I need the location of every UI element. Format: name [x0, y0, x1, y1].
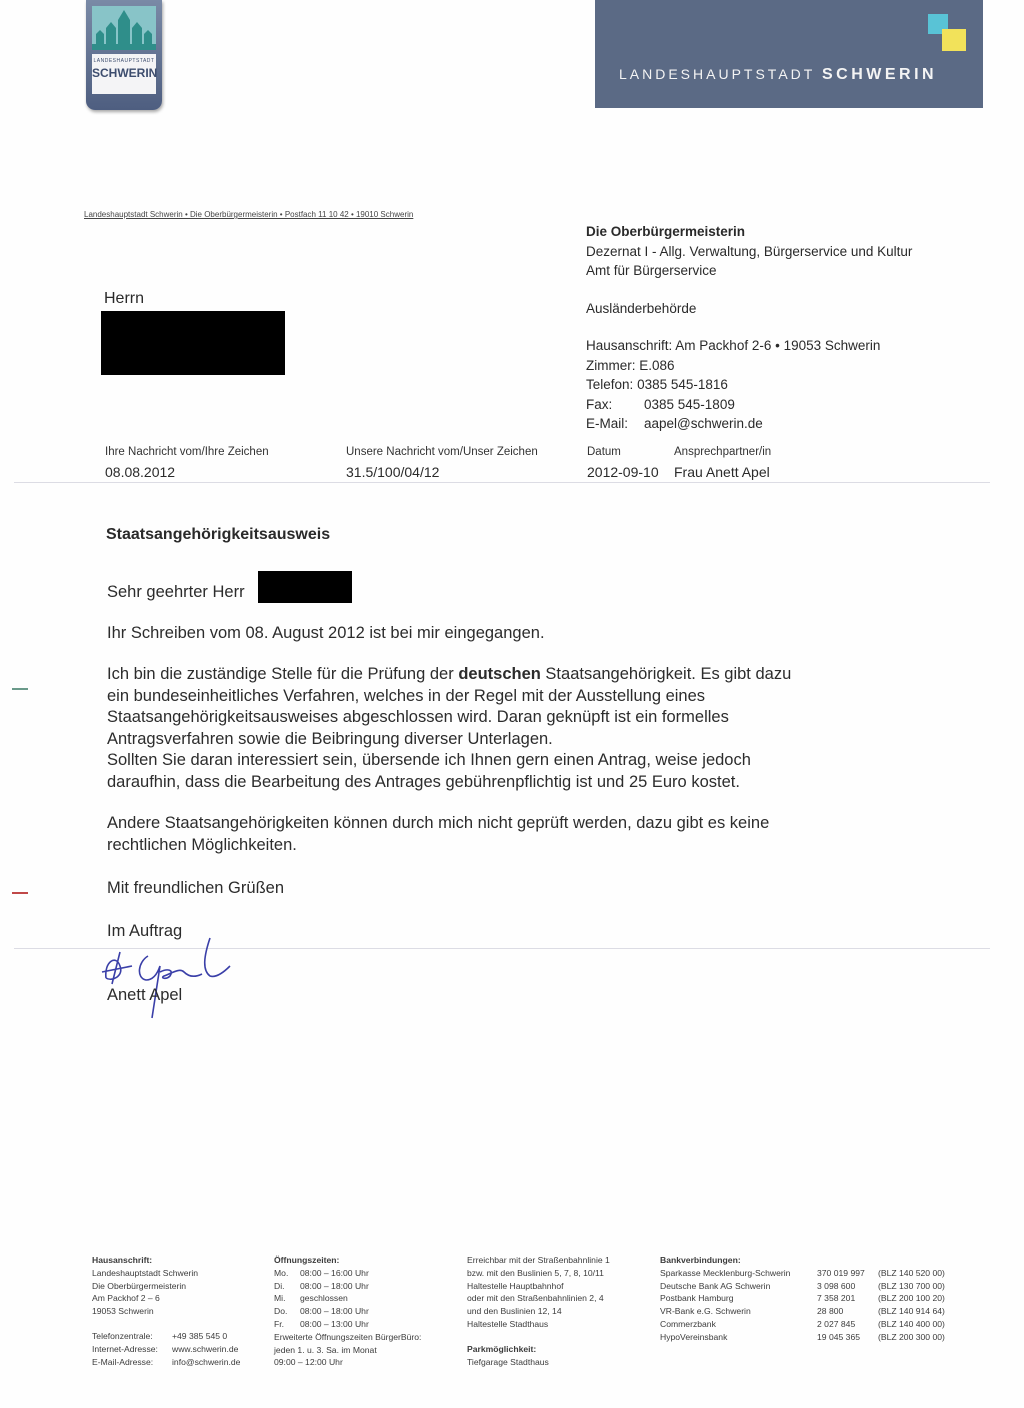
transit-line: Haltestelle Hauptbahnhof — [467, 1280, 564, 1291]
bank-row — [660, 1267, 945, 1280]
sender-block — [586, 222, 912, 434]
hours-row — [274, 1292, 421, 1305]
hours-extended: jeden 1. u. 3. Sa. im Monat — [274, 1344, 377, 1355]
letter-subject: Staatsangehörigkeitsausweis — [106, 526, 331, 543]
bank-name: Commerzbank — [660, 1318, 716, 1329]
paragraph-2-line: Antragsverfahren sowie die Beibringung diverser Unterlagen. — [107, 729, 553, 748]
transit-line: Haltestelle Stadthaus — [467, 1318, 549, 1329]
paragraph-2-line: Sollten Sie daran interessiert sein, übersende ich Ihnen gern einen Antrag, weise jedoch — [107, 751, 751, 769]
recipient-salutation: Herrn — [104, 290, 145, 307]
letter-closing: Mit freundlichen Grüßen — [107, 879, 284, 897]
margin-mark — [12, 892, 28, 894]
bank-code: (BLZ 140 400 00) — [878, 1318, 945, 1329]
footer-transit-column — [467, 1254, 610, 1368]
footer-heading: Bankverbindungen: — [660, 1255, 741, 1265]
hours-day: Mo. — [274, 1267, 289, 1278]
date-label: Datum — [587, 446, 621, 458]
transit-line: bzw. mit den Buslinien 5, 7, 8, 10/11 — [467, 1267, 604, 1278]
bank-row — [660, 1280, 945, 1293]
sender-address: Hausanschrift: Am Packhof 2-6 • 19053 Schwerin — [586, 338, 881, 353]
contact-label: Ansprechpartner/in — [674, 446, 772, 458]
paper-fold — [14, 482, 990, 483]
bank-account: 370 019 997 — [817, 1267, 865, 1278]
email-link[interactable]: info@schwerin.de — [172, 1356, 241, 1367]
sender-department: Dezernat I - Allg. Verwaltung, Bürgerservice und Kultur — [586, 243, 913, 259]
contact-label: E-Mail-Adresse: — [92, 1356, 154, 1367]
footer-bank-column — [660, 1254, 945, 1344]
your-ref-value: 08.08.2012 — [105, 464, 176, 480]
sender-authority: Ausländerbehörde — [586, 300, 697, 316]
header-banner — [595, 0, 983, 108]
bank-account: 3 098 600 — [817, 1280, 856, 1291]
bank-code: (BLZ 140 520 00) — [878, 1267, 945, 1278]
emphasis-text: deutschen — [458, 665, 541, 683]
hours-row — [274, 1267, 421, 1280]
sender-fax — [586, 395, 912, 415]
bank-code: (BLZ 140 914 64) — [878, 1306, 945, 1317]
sender-office: Amt für Bürgerservice — [586, 263, 717, 278]
hours-row — [274, 1305, 421, 1318]
fax-value: 0385 545-1809 — [644, 396, 735, 412]
footer-line: Die Oberbürgermeisterin — [92, 1280, 187, 1291]
paragraph-3-line: rechtlichen Möglichkeiten. — [107, 836, 297, 854]
footer-contact — [92, 1343, 240, 1356]
bank-row — [660, 1292, 945, 1305]
bank-row — [660, 1318, 945, 1331]
our-ref-value: 31.5/100/04/12 — [346, 464, 440, 480]
website-link[interactable]: www.schwerin.de — [172, 1343, 239, 1354]
footer-heading: Hausanschrift: — [92, 1255, 153, 1265]
sender-room — [586, 356, 912, 376]
return-address-line: Landeshauptstadt Schwerin • Die Oberbürgermeisterin • Postfach 11 10 42 • 19010 Schwerin — [84, 210, 414, 219]
room-label: Zimmer: — [586, 357, 636, 373]
paragraph-3-line: Andere Staatsangehörigkeiten können durch mich nicht geprüft werden, dazu gibt es keine — [107, 814, 770, 832]
bank-code: (BLZ 200 100 20) — [878, 1293, 945, 1304]
email-label: E-Mail: — [586, 416, 629, 431]
hours-day: Fr. — [274, 1318, 285, 1329]
transit-line: Erreichbar mit der Straßenbahnlinie 1 — [467, 1255, 610, 1265]
banner-title — [619, 66, 937, 84]
contact-value: +49 385 545 0 — [172, 1330, 228, 1341]
transit-line: und den Buslinien 12, 14 — [467, 1306, 562, 1317]
brand-square-icon — [942, 29, 966, 51]
margin-mark — [12, 688, 28, 690]
footer-hours-column — [274, 1254, 421, 1369]
phone-label: Telefon: — [586, 377, 634, 392]
text-run: Staatsangehörigkeit. Es gibt dazu — [540, 665, 792, 683]
bank-name: HypoVereinsbank — [660, 1331, 728, 1342]
bank-name: Sparkasse Mecklenburg-Schwerin — [660, 1267, 791, 1278]
redacted-recipient-name — [258, 571, 352, 603]
footer-line: 19053 Schwerin — [92, 1306, 154, 1317]
footer-line: Landeshauptstadt Schwerin — [92, 1267, 199, 1278]
parking-line: Tiefgarage Stadthaus — [467, 1356, 549, 1367]
sender-title: Die Oberbürgermeisterin — [586, 224, 746, 239]
paragraph-1: Ihr Schreiben vom 08. August 2012 ist bei mir eingegangen. — [107, 624, 545, 642]
sender-phone — [586, 375, 912, 395]
bank-account: 19 045 365 — [817, 1331, 861, 1342]
fax-label: Fax: — [586, 396, 613, 412]
footer-contact — [92, 1330, 240, 1343]
hours-extended: 09:00 – 12:00 Uhr — [274, 1357, 343, 1368]
paragraph-2-line: daraufhin, dass die Bearbeitung des Antrages gebührenpflichtig ist und 25 Euro kostet. — [107, 772, 740, 791]
redacted-recipient-address — [101, 311, 285, 375]
footer-line: Am Packhof 2 – 6 — [92, 1293, 160, 1304]
contact-value: Frau Anett Apel — [674, 464, 770, 480]
bank-code: (BLZ 130 700 00) — [878, 1280, 945, 1291]
bank-row — [660, 1331, 945, 1344]
hours-day: Mi. — [274, 1293, 286, 1304]
date-value: 2012-09-10 — [587, 464, 659, 480]
room-value: E.086 — [639, 357, 675, 373]
hours-time: 08:00 – 18:00 Uhr — [300, 1306, 369, 1317]
logo-city-name: SCHWERIN — [92, 66, 158, 80]
bank-account: 7 358 201 — [817, 1293, 856, 1304]
hours-day: Di. — [274, 1280, 285, 1291]
contact-label: Telefonzentrale: — [92, 1330, 153, 1341]
your-ref-label: Ihre Nachricht vom/Ihre Zeichen — [105, 446, 269, 458]
banner-prefix: LANDESHAUPTSTADT — [619, 66, 816, 82]
bank-account: 28 800 — [817, 1306, 844, 1317]
paragraph-2-line — [107, 664, 791, 686]
cathedral-icon — [92, 10, 156, 50]
text-run: Ich bin die zuständige Stelle für die Prüfung der — [107, 665, 459, 683]
phone-value: 0385 545-1816 — [637, 377, 728, 392]
bank-code: (BLZ 200 300 00) — [878, 1331, 945, 1342]
bank-name: VR-Bank e.G. Schwerin — [660, 1306, 751, 1317]
footer-contact — [92, 1356, 240, 1369]
on-behalf-line: Im Auftrag — [107, 922, 183, 940]
bank-account: 2 027 845 — [817, 1318, 856, 1329]
hours-day: Do. — [274, 1306, 288, 1317]
hours-time: 08:00 – 18:00 Uhr — [300, 1280, 369, 1291]
city-logo-badge — [86, 0, 162, 110]
hours-extended: Erweiterte Öffnungszeiten BürgerBüro: — [274, 1331, 422, 1342]
signer-name: Anett Apel — [107, 986, 183, 1004]
logo-small-text: LANDESHAUPTSTADT — [93, 58, 155, 64]
sender-email — [586, 414, 912, 434]
email-value[interactable]: aapel@schwerin.de — [644, 416, 763, 431]
paragraph-2-line: Staatsangehörigkeitsausweises abgeschlossen wird. Daran geknüpft ist ein formelles — [107, 708, 729, 726]
hours-time: geschlossen — [300, 1293, 348, 1304]
hours-time: 08:00 – 13:00 Uhr — [300, 1318, 369, 1329]
transit-line: oder mit den Straßenbahnlinien 2, 4 — [467, 1293, 604, 1304]
footer-heading: Parkmöglichkeit: — [467, 1343, 537, 1354]
footer-heading: Öffnungszeiten: — [274, 1255, 340, 1265]
hours-time: 08:00 – 16:00 Uhr — [300, 1267, 369, 1278]
hours-row — [274, 1318, 421, 1331]
letter-greeting: Sehr geehrter Herr — [107, 583, 245, 601]
contact-label: Internet-Adresse: — [92, 1343, 158, 1354]
banner-city: SCHWERIN — [821, 66, 938, 83]
bank-name: Deutsche Bank AG Schwerin — [660, 1280, 771, 1291]
our-ref-label: Unsere Nachricht vom/Unser Zeichen — [346, 446, 538, 458]
footer-address-column — [92, 1254, 240, 1368]
bank-row — [660, 1305, 945, 1318]
bank-name: Postbank Hamburg — [660, 1293, 734, 1304]
paragraph-2-line: ein bundeseinheitliches Verfahren, welches in der Regel mit der Ausstellung eines — [107, 686, 706, 705]
hours-row — [274, 1280, 421, 1293]
